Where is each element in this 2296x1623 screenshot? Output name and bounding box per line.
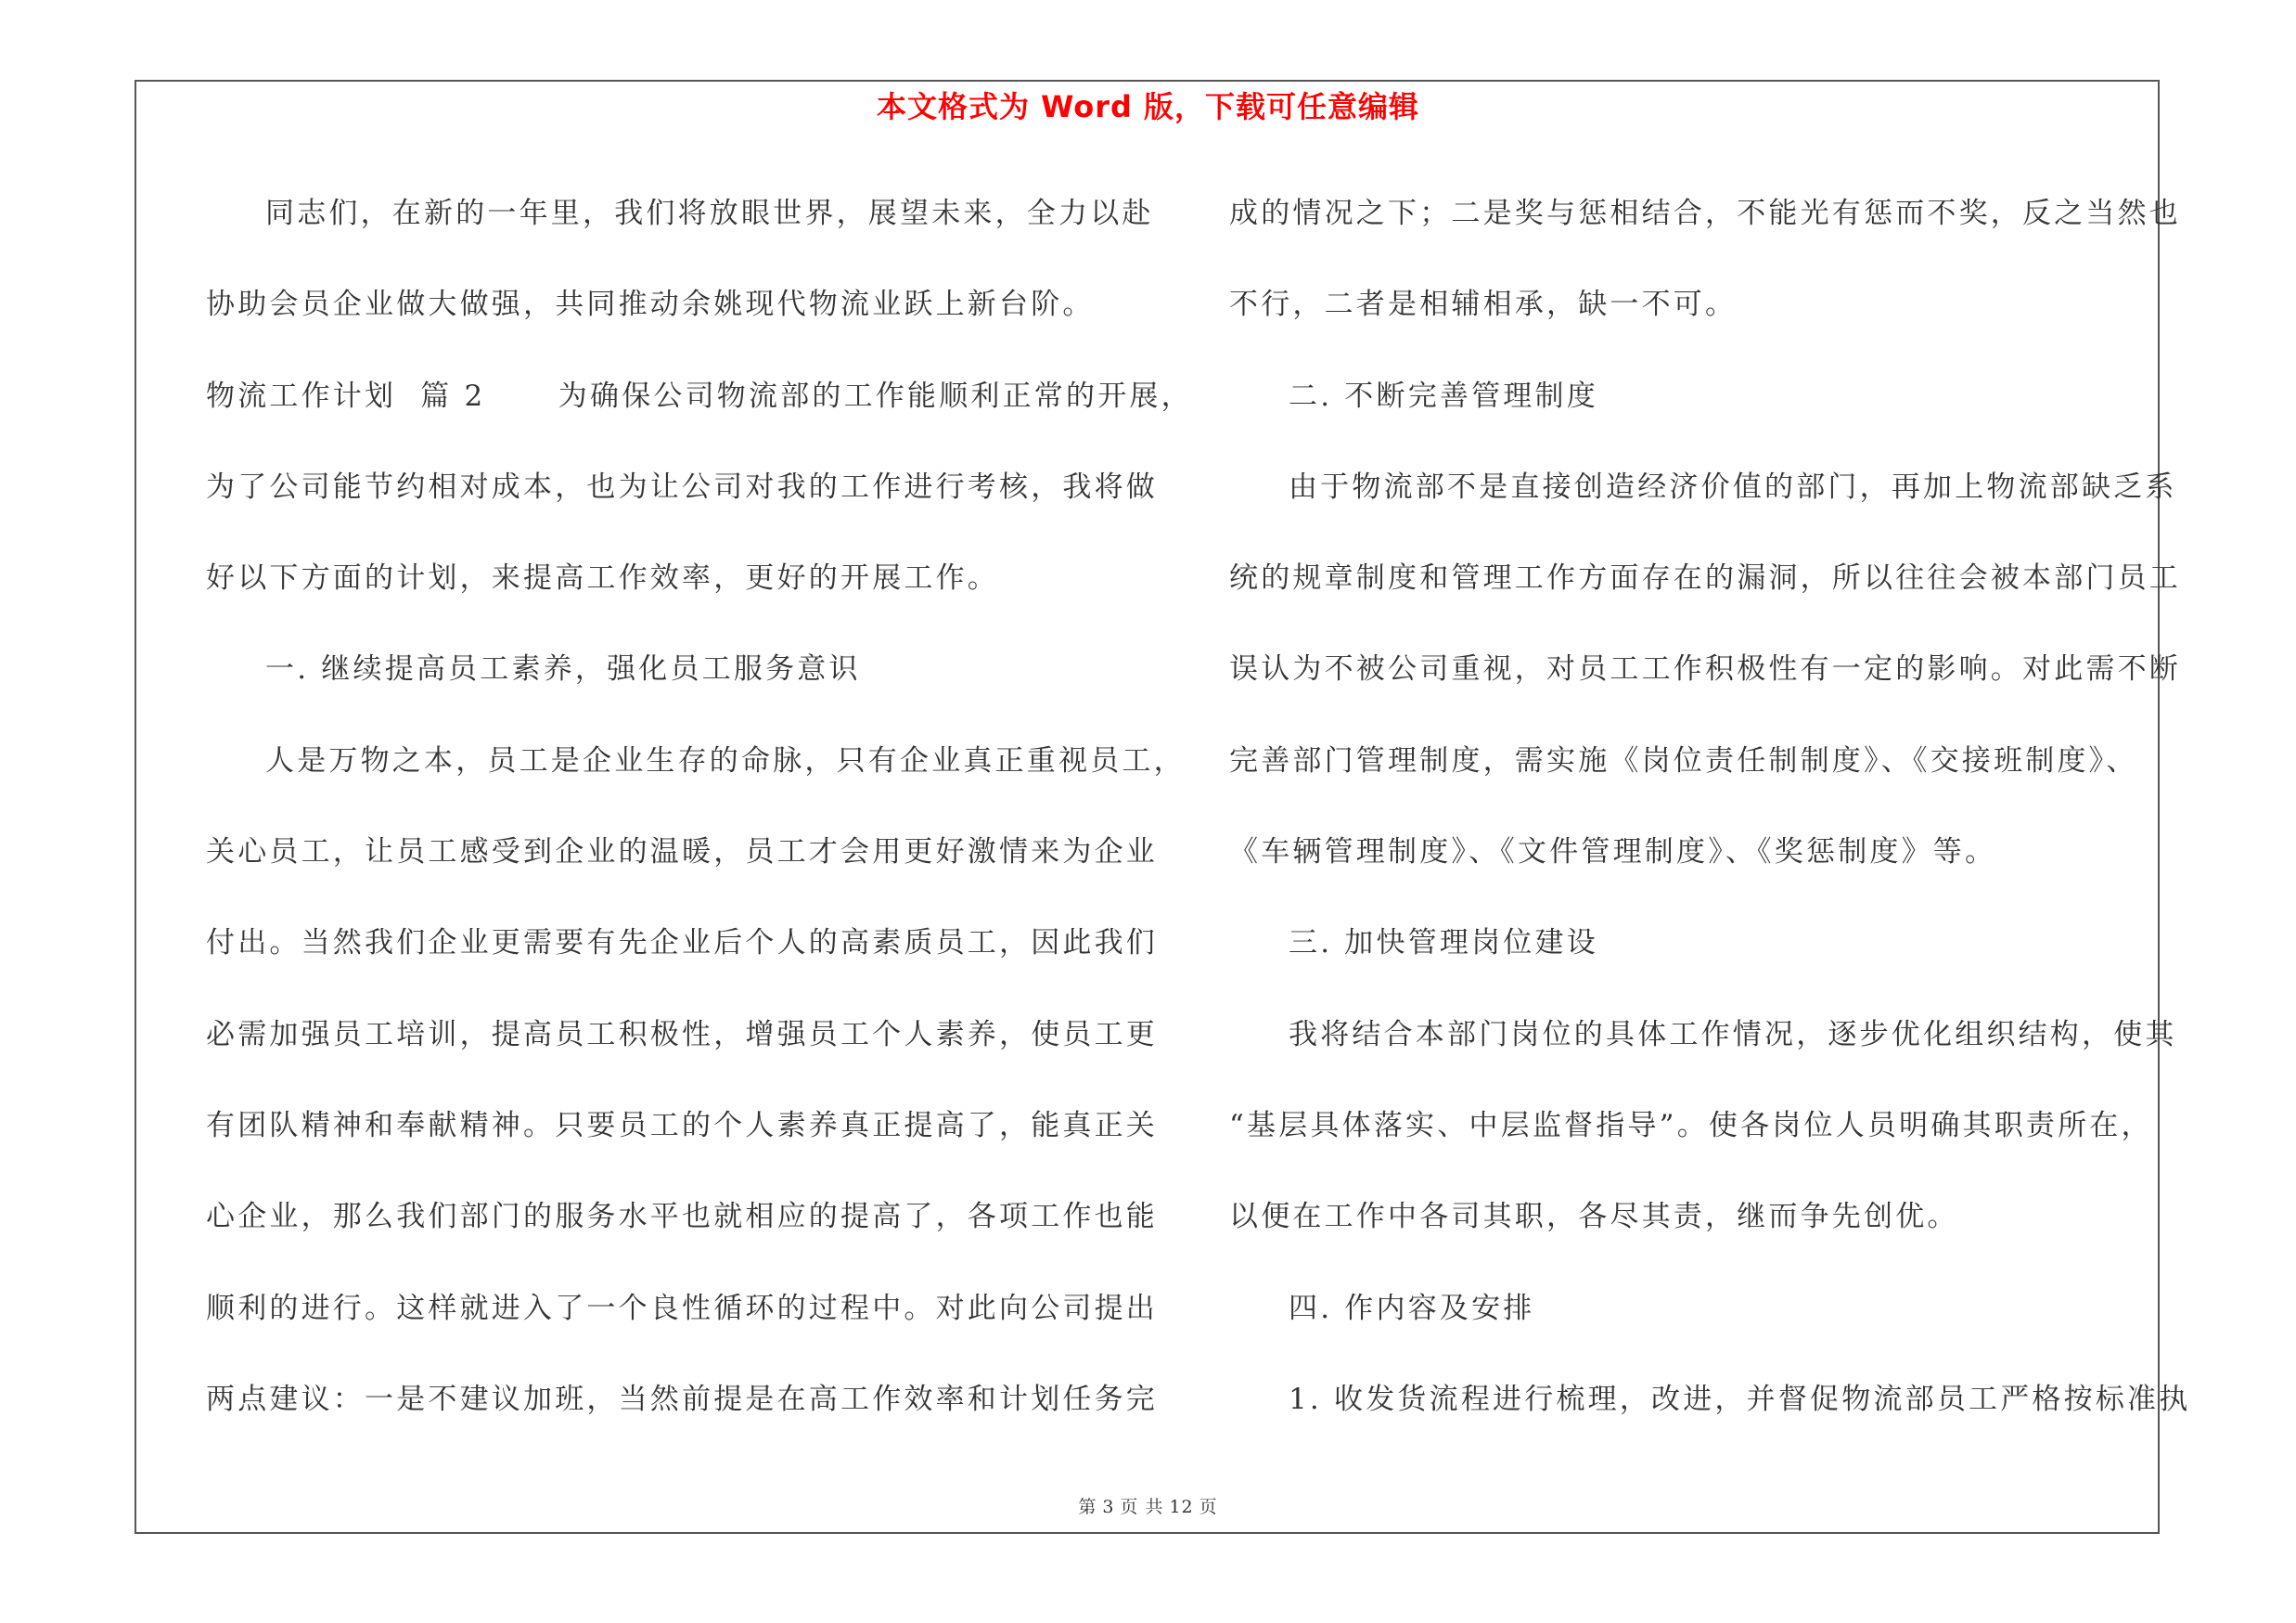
footer-prefix: 第 [1078,1497,1097,1517]
right-text-column [1229,181,2191,1458]
left-text-column [206,181,1193,1458]
section-heading: 四. 作内容及安排 [1289,1291,1535,1325]
current-page-number: 3 [1102,1497,1115,1517]
paragraph-line: 同志们，在新的一年里，我们将放眼世界，展望未来，全力以赴 [265,197,1154,230]
paragraph-line: 以便在工作中各司其职，各尽其责，继而争先创优。 [1229,1200,1959,1234]
paragraph-line: 两点建议：一是不建议加班，当然前提是在高工作效率和计划任务完 [206,1382,1158,1416]
section-heading: 二. 不断完善管理制度 [1289,379,1598,413]
paragraph-line: 协助会员企业做大做强，共同推动余姚现代物流业跃上新台阶。 [206,288,1095,322]
paragraph-line: 不行，二者是相辅相承，缺一不可。 [1229,288,1738,322]
document-banner: 本文格式为 Word 版，下载可任意编辑 [876,89,1420,124]
paragraph-line: 付出。当然我们企业更需要有先企业后个人的高素质员工，因此我们 [206,926,1158,960]
footer-suffix: 页 [1199,1497,1218,1517]
paragraph-line: 1. 收发货流程进行梳理，改进，并督促物流部员工严格按标准执 [1289,1382,2191,1416]
paragraph-line: 心企业，那么我们部门的服务水平也就相应的提高了，各项工作也能 [206,1200,1158,1234]
paragraph-line: 顺利的进行。这样就进入了一个良性循环的过程中。对此向公司提出 [206,1291,1158,1325]
paragraph-line: 由于物流部不是直接创造经济价值的部门，再加上物流部缺乏系 [1289,470,2177,504]
paragraph-line: 完善部门管理制度，需实施《岗位责任制制度》、《交接班制度》、 [1229,743,2138,778]
section-heading: 一. 继续提高员工素养，强化员工服务意识 [265,652,861,687]
paragraph-line: 好以下方面的计划，来提高工作效率，更好的开展工作。 [206,561,999,596]
paragraph-line: 我将结合本部门岗位的具体工作情况，逐步优化组织结构，使其 [1289,1017,2177,1051]
footer-mid: 页 共 [1120,1497,1164,1517]
paragraph-line: 关心员工，让员工感受到企业的温暖，员工才会用更好激情来为企业 [206,835,1158,869]
paragraph-line: 统的规章制度和管理工作方面存在的漏洞，所以往往会被本部门员工 [1229,561,2181,596]
section-heading: 三. 加快管理岗位建设 [1289,926,1598,960]
paragraph-line: 必需加强员工培训，提高员工积极性，增强员工个人素养，使员工更 [206,1017,1158,1051]
paragraph-line: 成的情况之下；二是奖与惩相结合，不能光有惩而不奖，反之当然也 [1229,197,2181,230]
paragraph-line: 《车辆管理制度》、《文件管理制度》、《奖惩制度》等。 [1229,835,1997,869]
paragraph-line: 为了公司能节约相对成本，也为让公司对我的工作进行考核，我将做 [206,470,1158,504]
total-page-count: 12 [1169,1497,1194,1517]
paragraph-line: 有团队精神和奉献精神。只要员工的个人素养真正提高了，能真正关 [206,1108,1158,1142]
paragraph-line: 物流工作计划 篇 2 为确保公司物流部的工作能顺利正常的开展， [206,379,1193,413]
paragraph-line: “基层具体落实、中层监督指导”。使各岗位人员明确其职责所在， [1229,1108,2153,1142]
paragraph-line: 误认为不被公司重视，对员工工作积极性有一定的影响。对此需不断 [1229,652,2181,687]
page-number-footer [0,1493,2296,1518]
paragraph-line: 人是万物之本，员工是企业生存的命脉，只有企业真正重视员工， [265,743,1186,778]
